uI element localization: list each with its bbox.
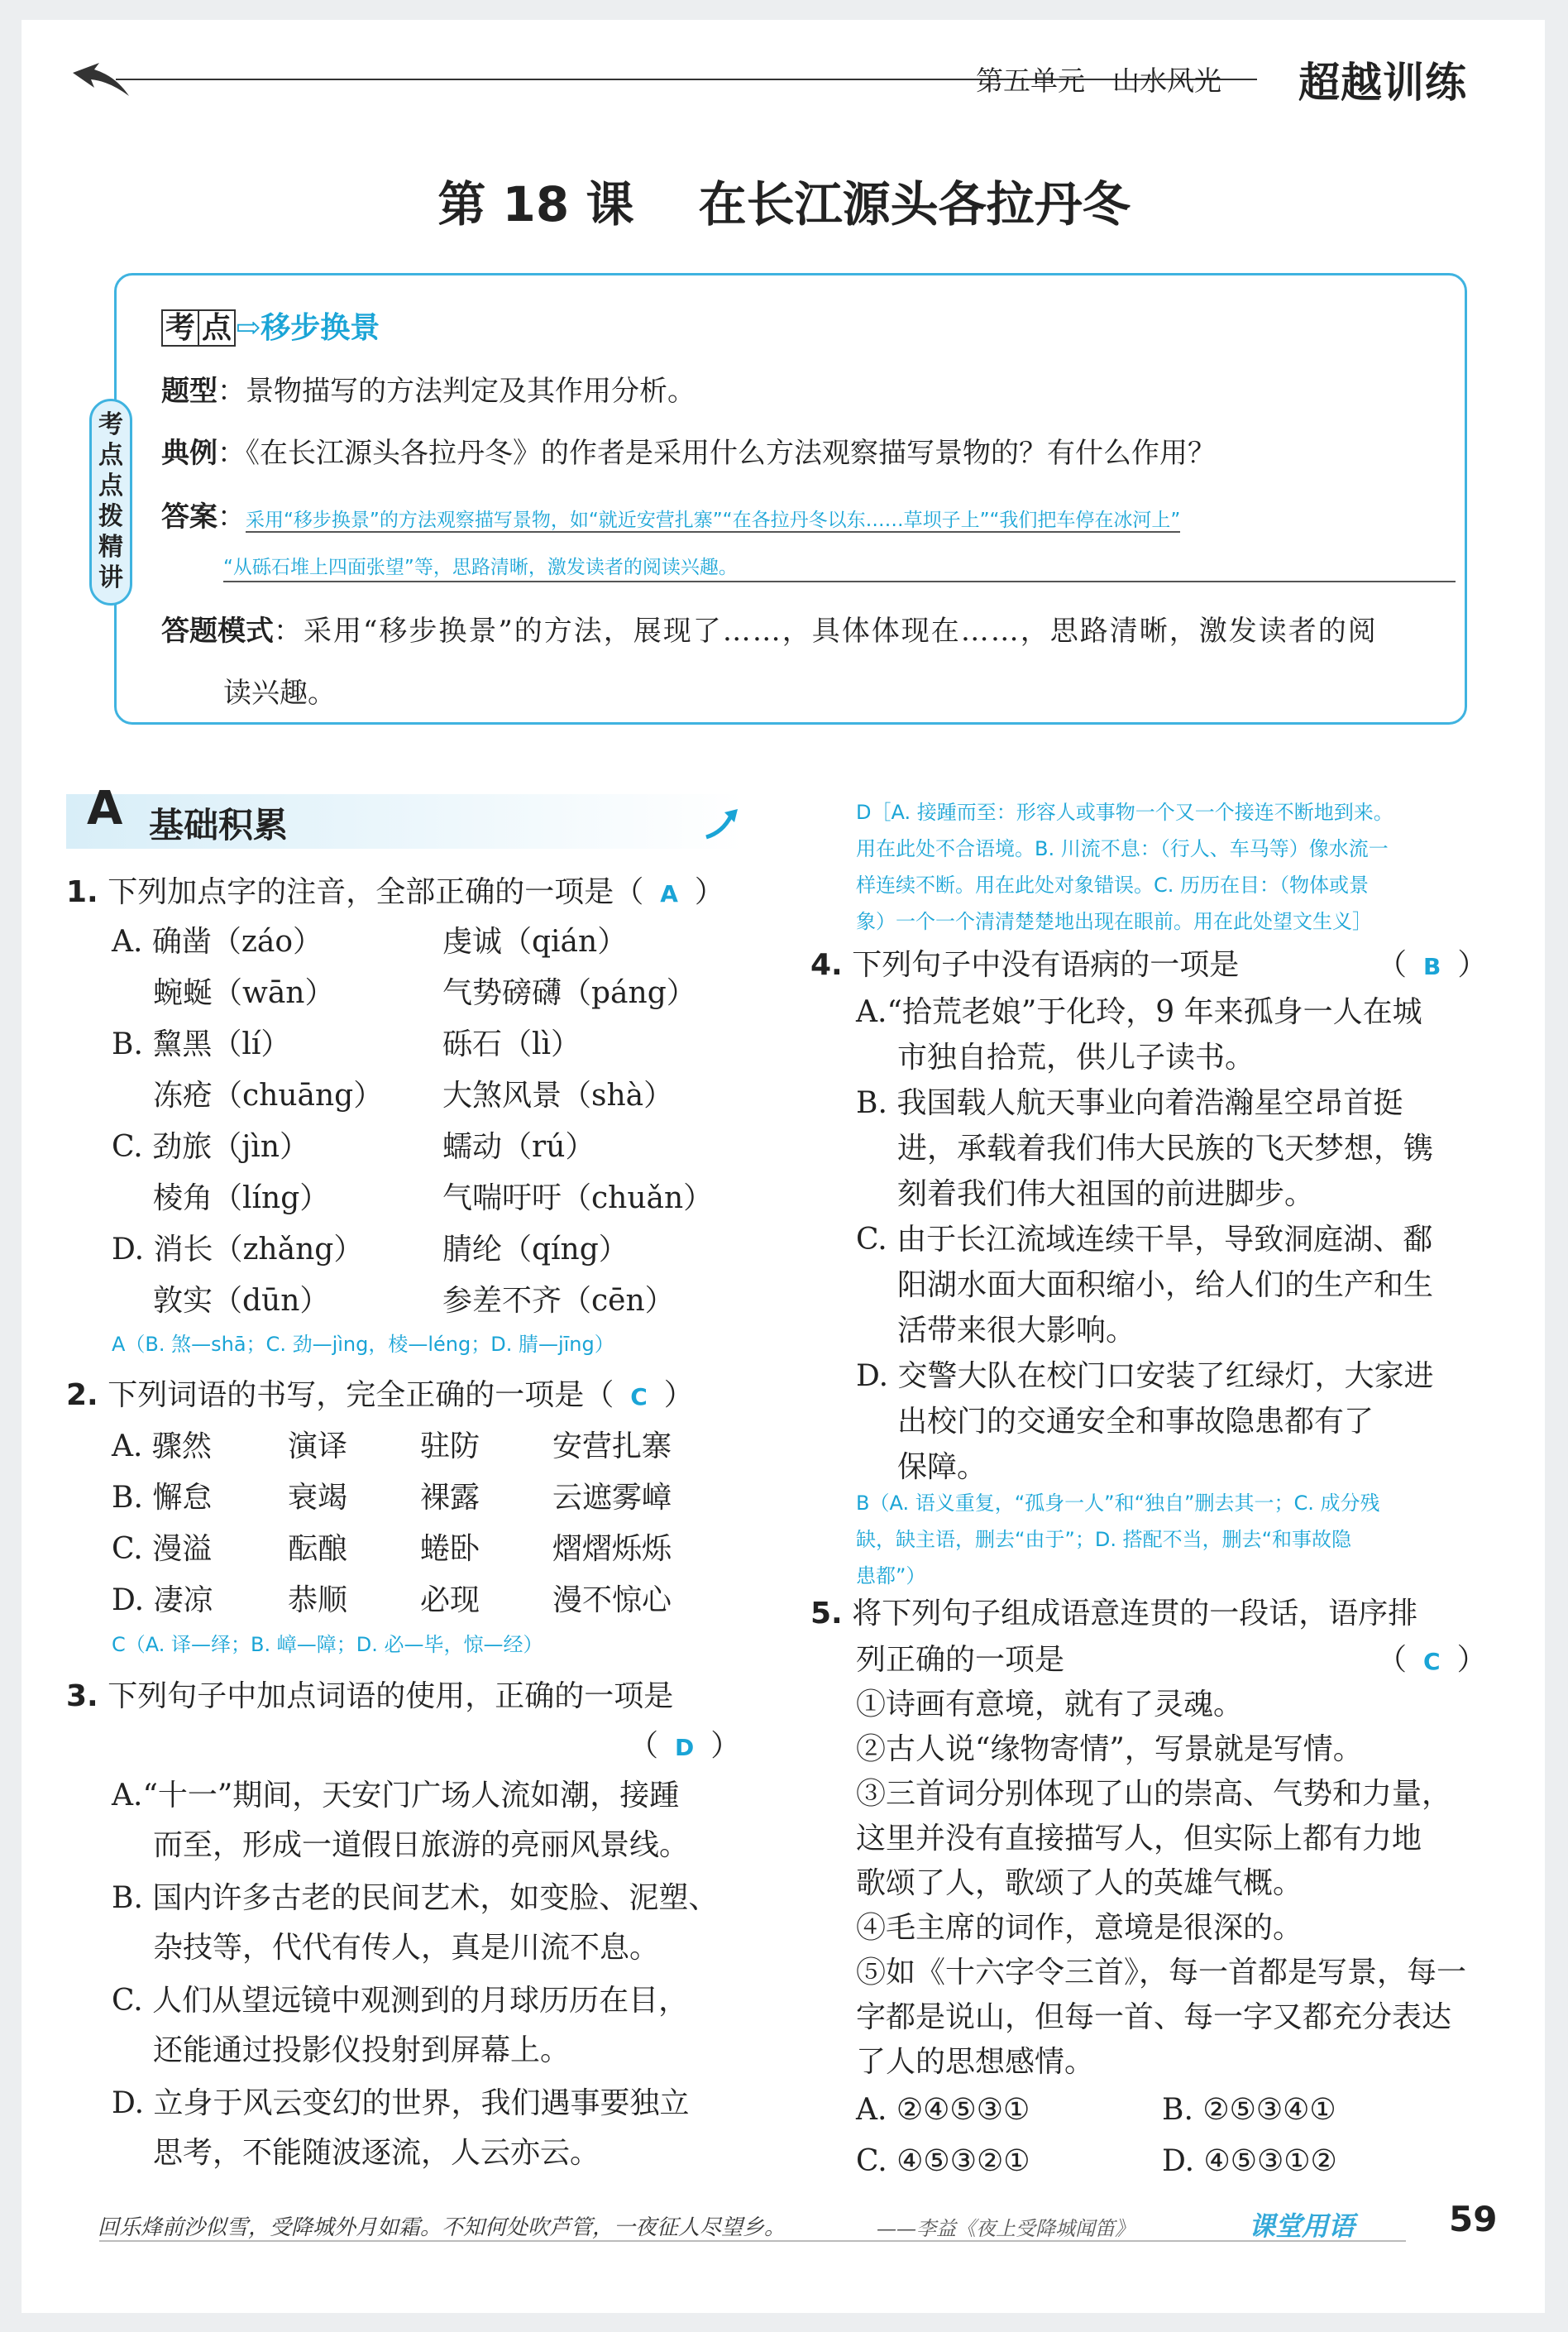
q5-line-8: 字都是说山，但每一首、每一字又都充分表达 — [856, 2000, 1452, 2034]
q5-opt-c: C. ④⑤③②① — [856, 2144, 1030, 2178]
q4-line-9: D. 交警大队在校门口安装了红绿灯，大家进 — [856, 1359, 1434, 1393]
brand-title: 超越训练 — [1298, 59, 1467, 107]
q3-line-5: C. 人们从望远镜中观测到的月球历历在目， — [112, 1984, 689, 2018]
q1-opt-a3: 蜿蜒（wān） — [153, 976, 335, 1010]
q5-line-6: ④毛主席的词作，意境是很深的。 — [856, 1911, 1303, 1945]
q2-b4: 云遮雾嶂 — [552, 1481, 672, 1515]
q1-opt-a2: 虔诚（qián） — [442, 925, 628, 959]
q4-stem: 4. 下列句子中没有语病的一项是 — [810, 948, 1240, 982]
unit-label: 第五单元 山水风光 — [976, 65, 1221, 97]
q4-line-2: 市独自拾荒，供儿子读书。 — [897, 1041, 1255, 1075]
q4-line-6: C. 由于长江流域连续干旱，导致洞庭湖、鄱 — [856, 1223, 1433, 1257]
q3-line-6: 还能通过投影仪投射到屏幕上。 — [153, 2033, 571, 2067]
q1-opt-a4: 气势磅礴（páng） — [442, 976, 696, 1010]
q1-opt-a1: A. 确凿（záo） — [112, 925, 323, 959]
q4-line-3: B. 我国载人航天事业向着浩瀚星空昂首挺 — [856, 1086, 1403, 1120]
q2-d1: D. 凄凉 — [112, 1583, 213, 1617]
mode-line: 答题模式：采用“移步换景”的方法，展现了……，具体体现在……，思路清晰，激发读者的阅 — [161, 615, 1378, 648]
q2-d2: 恭顺 — [288, 1583, 348, 1617]
q5-line-7: ⑤如《十六字令三首》，每一首都是写景，每一 — [856, 1956, 1467, 1990]
q1-opt-c3: 棱角（líng） — [153, 1181, 330, 1215]
q2-c3: 蜷卧 — [420, 1532, 480, 1566]
q4-answer: （ B ） — [1377, 948, 1488, 982]
q2-b1: B. 懈怠 — [112, 1481, 213, 1515]
q1-stem: 1. 下列加点字的注音，全部正确的一项是（ A ） — [66, 875, 724, 909]
q1-opt-c4: 气喘吁吁（chuǎn） — [442, 1181, 714, 1215]
q1-opt-d3: 敦实（dūn） — [153, 1284, 330, 1318]
example-line: 典例：《在长江源头各拉丹冬》的作者是采用什么方法观察描写景物的？有什么作用？ — [161, 437, 1216, 470]
footer-source: ——李益《夜上受降城闻笛》 — [877, 2217, 1135, 2240]
q3-answer: （ D ） — [629, 1729, 741, 1763]
q5-line-5: 歌颂了人，歌颂了人的英雄气概。 — [856, 1866, 1303, 1900]
q1-opt-c2: 蠕动（rú） — [442, 1130, 595, 1164]
q1-opt-b1: B. 黧黑（lí） — [112, 1027, 291, 1061]
q5-line-9: 了人的思想感情。 — [856, 2045, 1095, 2079]
q4-note: B（A. 语义重复，“孤身一人”和“独自”删去其一；C. 成分残 缺，缺主语，删去“由于”；D. 搭配不当，删去“和事故隐 患都”） — [856, 1492, 1380, 1587]
q1-note: A（B. 煞—shā；C. 劲—jìng，棱—léng；D. 腈—jīng） — [112, 1333, 614, 1356]
q1-opt-b2: 砾石（lì） — [442, 1027, 581, 1061]
q1-opt-d4: 参差不齐（cēn） — [442, 1284, 675, 1318]
lesson-title: 第 18 课 在长江源头各拉丹冬 — [437, 176, 1131, 232]
answer-line-2: “从砾石堆上四面张望”等，思路清晰，激发读者的阅读兴趣。 — [223, 548, 1456, 582]
side-tag: 考 点 点 拨 精 讲 — [89, 399, 132, 606]
q5-line-2: ②古人说“缘物寄情”，写景就是写情。 — [856, 1732, 1363, 1766]
q5-opt-a: A. ②④⑤③① — [856, 2093, 1030, 2127]
q2-note: C（A. 译—绎；B. 嶂—障；D. 必—毕，惊—经） — [112, 1633, 543, 1656]
q5-answer: （ C ） — [1377, 1643, 1487, 1677]
q2-c2: 酝酿 — [288, 1532, 348, 1566]
q1-opt-b3: 冻疮（chuāng） — [153, 1079, 384, 1113]
q2-a3: 驻防 — [420, 1429, 480, 1463]
q5-stem-2: 列正确的一项是 — [856, 1643, 1065, 1677]
q1-opt-d2: 腈纶（qíng） — [442, 1233, 629, 1267]
q3-line-2: 而至，形成一道假日旅游的亮丽风景线。 — [153, 1828, 690, 1862]
q4-line-11: 保障。 — [897, 1450, 987, 1484]
page-number: 59 — [1449, 2199, 1498, 2239]
q2-b2: 衰竭 — [288, 1481, 348, 1515]
q5-line-3: ③三首词分别体现了山的崇高、气势和力量， — [856, 1777, 1452, 1811]
q4-line-4: 进，承载着我们伟大民族的飞天梦想，镌 — [897, 1132, 1434, 1166]
q2-a1: A. 骤然 — [112, 1429, 212, 1463]
answer-line: 答案：采用“移步换景”的方法观察描写景物，如“就近安营扎寨”“在各拉丹冬以东……草坝子上”“我们把车停在冰河上” — [161, 500, 1181, 534]
q2-a2: 演译 — [288, 1429, 348, 1463]
q1-opt-b4: 大煞风景（shà） — [442, 1079, 674, 1113]
q3-line-7: D. 立身于风云变幻的世界，我们遇事要独立 — [112, 2086, 690, 2120]
q2-stem: 2. 下列词语的书写，完全正确的一项是（ C ） — [66, 1378, 694, 1412]
q5-opt-d: D. ④⑤③①② — [1162, 2144, 1337, 2178]
q2-b3: 裸露 — [420, 1481, 480, 1515]
q2-c1: C. 漫溢 — [112, 1532, 213, 1566]
arrow-up-right-icon — [703, 804, 743, 844]
q1-opt-c1: C. 劲旅（jìn） — [112, 1130, 310, 1164]
q3-line-1: A.“十一”期间，天安门广场人流如潮，接踵 — [112, 1779, 680, 1812]
q3-line-4: 杂技等，代代有传人，真是川流不息。 — [153, 1931, 660, 1965]
mode-line-2: 读兴趣。 — [223, 677, 336, 710]
q5-line-4: 这里并没有直接描写人，但实际上都有力地 — [856, 1822, 1422, 1856]
q5-line-1: ①诗画有意境，就有了灵魂。 — [856, 1688, 1244, 1721]
q3-line-8: 思考，不能随波逐流，人云亦云。 — [153, 2136, 600, 2170]
footer-poem: 回乐烽前沙似雪，受降城外月如霜。不知何处吹芦管，一夜征人尽望乡。 — [98, 2215, 786, 2240]
q4-line-8: 活带来很大影响。 — [897, 1314, 1136, 1348]
q2-d4: 漫不惊心 — [552, 1583, 672, 1617]
section-letter: A — [87, 782, 123, 836]
q1-opt-d1: D. 消长（zhǎng） — [112, 1233, 364, 1267]
q3-note: D［A. 接踵而至：形容人或事物一个又一个接连不断地到来。 用在此处不合语境。B. 川流不息：（行人、车马等）像水流一 样连续不断。用在此处对象错误。C. 历历在目：（物体或景 象）一个一个清清楚楚地出现在眼前。用在此处望文生义］ — [856, 801, 1394, 933]
q4-line-7: 阳湖水面大面积缩小，给人们的生产和生 — [897, 1268, 1434, 1302]
q2-a4: 安营扎寨 — [552, 1429, 672, 1463]
q4-line-10: 出校门的交通安全和事故隐患都有了 — [897, 1405, 1374, 1439]
q5-stem: 5. 将下列句子组成语意连贯的一段话，语序排 — [810, 1597, 1418, 1630]
q3-line-3: B. 国内许多古老的民间艺术，如变脸、泥塑、 — [112, 1881, 719, 1915]
q4-line-1: A.“拾荒老娘”于化玲，9 年来孤身一人在城 — [856, 995, 1422, 1029]
q5-opt-b: B. ②⑤③④① — [1162, 2093, 1336, 2127]
q2-d3: 必现 — [420, 1583, 480, 1617]
q3-stem: 3. 下列句子中加点词语的使用，正确的一项是 — [66, 1679, 674, 1713]
topic-line: 考 点 ⇨移步换景 — [161, 304, 380, 347]
type-line: 题型：景物描写的方法判定及其作用分析。 — [161, 375, 696, 408]
section-title: 基础积累 — [149, 805, 289, 845]
arrow-icon: ⇨ — [236, 311, 261, 345]
footer-tag: 课堂用语 — [1249, 2210, 1355, 2242]
q2-c4: 熠熠烁烁 — [552, 1532, 672, 1566]
q4-line-5: 刻着我们伟大祖国的前进脚步。 — [897, 1177, 1315, 1211]
